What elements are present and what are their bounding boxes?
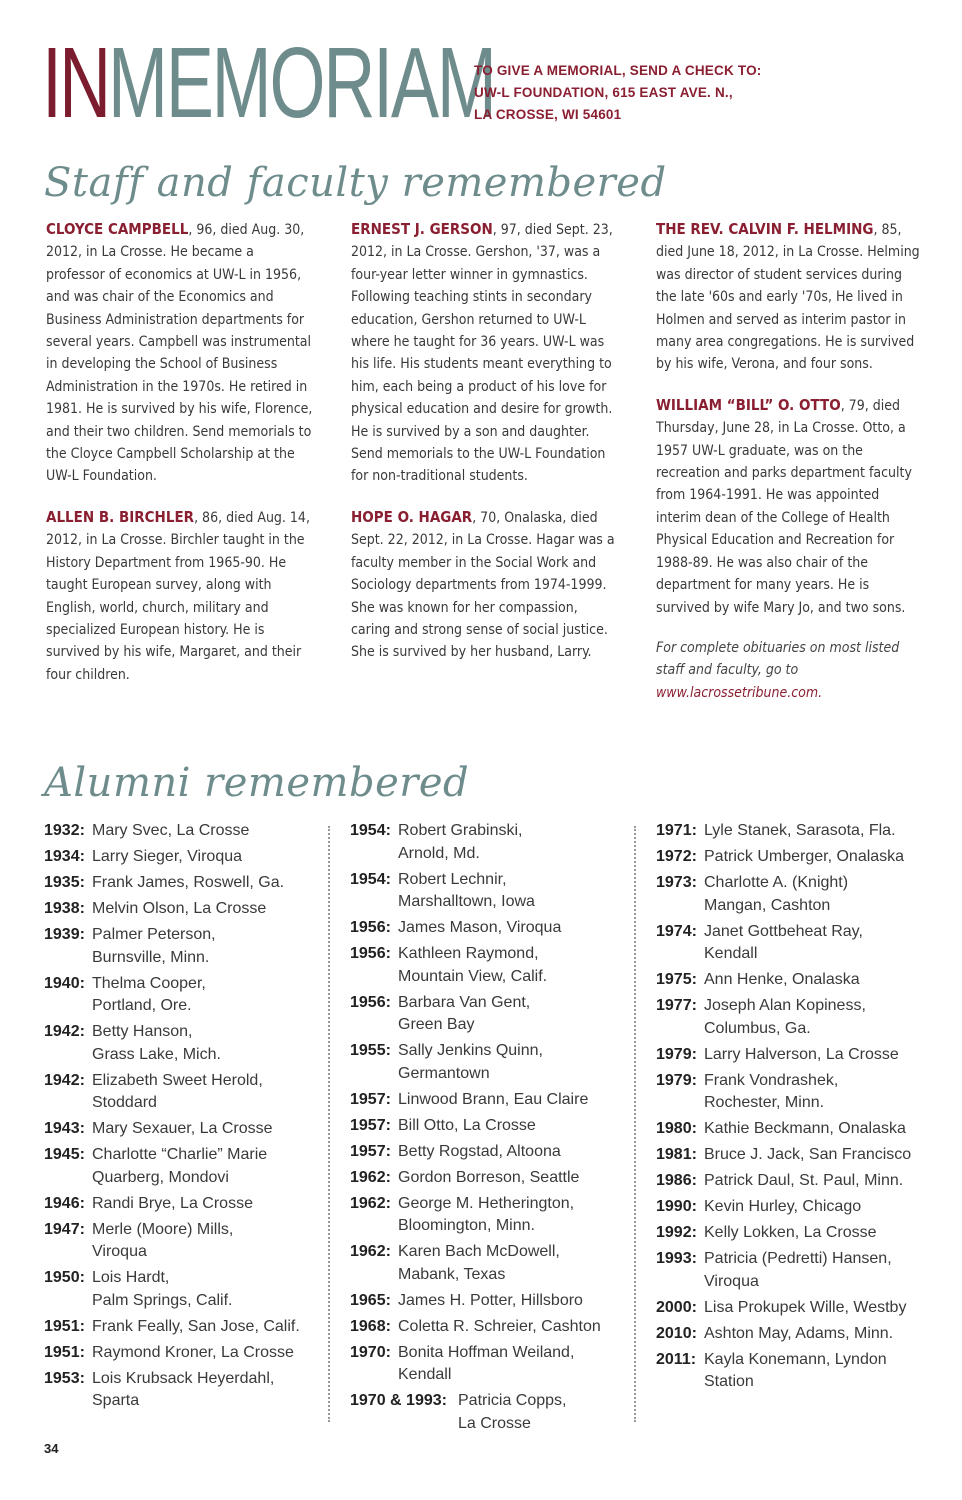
- alumni-entry: [350, 869, 630, 914]
- alumni-name-line: Viroqua: [704, 1272, 759, 1290]
- staff-name: THE REV. CALVIN F. HELMING: [656, 220, 874, 238]
- alumni-year: 1965:: [350, 1291, 391, 1309]
- alumni-name-line: Lois Krubsack Heyerdahl,: [92, 1369, 275, 1387]
- alumni-entry: [44, 1070, 314, 1115]
- alumni-year: 1939:: [44, 926, 85, 943]
- alumni-year: 1951:: [44, 1343, 85, 1361]
- alumni-name-line: Lois Hardt,: [92, 1269, 170, 1286]
- alumni-name-line: Mountain View, Calif.: [398, 967, 548, 985]
- alumni-name-line: Robert Lechnir,: [398, 870, 507, 888]
- obituary-link[interactable]: www.lacrossetribune.com.: [656, 684, 823, 701]
- alumni-name-line: George M. Hetherington,: [398, 1194, 575, 1212]
- alumni-entry: [350, 1167, 630, 1190]
- alumni-entry: [350, 943, 630, 988]
- alumni-entry: [350, 1040, 630, 1085]
- obituary-note: [656, 637, 924, 704]
- alumni-year: 1950:: [44, 1269, 85, 1286]
- alumni-name-line: Station: [704, 1373, 754, 1390]
- alumni-name-line: Sparta: [92, 1392, 140, 1409]
- alumni-year: 1981:: [656, 1146, 697, 1163]
- alumni-column-1: [44, 820, 314, 1416]
- alumni-year: 1940:: [44, 974, 85, 992]
- alumni-name-line: Germantown: [398, 1064, 490, 1082]
- alumni-column-3: [656, 820, 946, 1397]
- alumni-year: 1953:: [44, 1369, 85, 1387]
- alumni-year: 1979:: [656, 1071, 697, 1089]
- alumni-entry: [44, 1316, 314, 1339]
- alumni-name-line: Kathie Beckmann, Onalaska: [704, 1120, 906, 1137]
- alumni-name-line: Mary Sexauer, La Crosse: [92, 1120, 273, 1137]
- alumni-name-line: Patricia (Pedretti) Hansen,: [704, 1250, 892, 1267]
- alumni-entry: [656, 995, 946, 1040]
- alumni-year: 1968:: [350, 1317, 391, 1335]
- page-number: 34: [44, 1441, 59, 1456]
- alumni-entry: [656, 969, 946, 992]
- alumni-year: 1980:: [656, 1120, 697, 1137]
- alumni-name-line: Frank Vondrashek,: [704, 1071, 839, 1089]
- alumni-name-line: Betty Hanson,: [92, 1023, 193, 1040]
- alumni-name-line: Bloomington, Minn.: [398, 1217, 535, 1234]
- alumni-name-line: Bill Otto, La Crosse: [398, 1116, 536, 1134]
- alumni-name-line: Grass Lake, Mich.: [92, 1045, 221, 1063]
- alumni-name-line: Melvin Olson, La Crosse: [92, 900, 267, 917]
- alumni-entry: [44, 1368, 314, 1413]
- alumni-name-line: Charlotte “Charlie” Marie: [92, 1146, 268, 1163]
- alumni-entry: [350, 917, 630, 940]
- alumni-entry: [44, 872, 314, 895]
- staff-text: , 96, died Aug. 30, 2012, in La Crosse. He became a professor of economics at UW-L in 1956, and was chair of the Economics and Business Administration departments for several years. Campbell was instrumental in developing the School of Business Administration in the 1970s. He retired in 1981. He is survived by his wife, Florence, and their two children. Send memorials to the Cloyce Campbell Scholarship at the UW-L Foundation.: [46, 222, 313, 485]
- staff-name: WILLIAM “BILL” O. OTTO: [656, 395, 841, 414]
- title-in: IN: [42, 27, 109, 139]
- alumni-name-line: Kelly Lokken, La Crosse: [704, 1224, 877, 1241]
- alumni-entry: [656, 1170, 946, 1193]
- alumni-year: 1943:: [44, 1120, 85, 1137]
- alumni-name-line: Janet Gottbeheat Ray,: [704, 922, 863, 940]
- alumni-year: 1935:: [44, 874, 85, 891]
- alumni-year: 1942:: [44, 1023, 85, 1040]
- alumni-entry: [350, 1115, 630, 1138]
- alumni-name-line: Kevin Hurley, Chicago: [704, 1198, 862, 1215]
- alumni-entry: [44, 1342, 314, 1365]
- staff-column-3: [656, 218, 924, 722]
- alumni-entry: [44, 898, 314, 921]
- alumni-name-line: La Crosse: [458, 1414, 531, 1432]
- alumni-name-line: Kendall: [704, 945, 758, 962]
- alumni-name-line: Kayla Konemann, Lyndon: [704, 1350, 887, 1368]
- alumni-entry: [44, 1118, 314, 1141]
- alumni-name-line: Robert Grabinski,: [398, 822, 523, 839]
- title-memoriam: MEMORIAM: [108, 27, 495, 139]
- alumni-year: 1945:: [44, 1146, 85, 1163]
- obituary-note-text: For complete obituaries on most listed staff and faculty, go to: [656, 639, 900, 679]
- staff-name: CLOYCE CAMPBELL: [46, 220, 189, 238]
- alumni-year: 1986:: [656, 1172, 697, 1189]
- alumni-entry: [656, 1323, 946, 1346]
- alumni-year: 1977:: [656, 997, 697, 1014]
- alumni-entry: [44, 1193, 314, 1216]
- alumni-year: 1955:: [350, 1042, 391, 1059]
- alumni-name-line: Palm Springs, Calif.: [92, 1291, 233, 1309]
- alumni-name-line: Mary Svec, La Crosse: [92, 822, 250, 839]
- alumni-name-line: Mangan, Cashton: [704, 896, 831, 914]
- alumni-entry: [350, 1290, 630, 1313]
- alumni-entry: [656, 1044, 946, 1067]
- alumni-name-line: Palmer Peterson,: [92, 926, 216, 943]
- alumni-name-line: Barbara Van Gent,: [398, 993, 531, 1011]
- staff-entry: [656, 218, 924, 376]
- alumni-entry: [656, 1297, 946, 1320]
- alumni-entry: [350, 1316, 630, 1339]
- alumni-name-line: Larry Sieger, Viroqua: [92, 848, 243, 865]
- alumni-name-line: Larry Halverson, La Crosse: [704, 1045, 899, 1063]
- alumni-entry: [350, 1193, 630, 1238]
- alumni-name-line: Burnsville, Minn.: [92, 948, 210, 966]
- alumni-entry: [350, 1241, 630, 1286]
- alumni-name-line: Kathleen Raymond,: [398, 945, 539, 962]
- alumni-name-line: Bruce J. Jack, San Francisco: [704, 1146, 912, 1163]
- alumni-year: 1979:: [656, 1045, 697, 1063]
- alumni-name-line: Mabank, Texas: [398, 1265, 506, 1283]
- alumni-name-line: Frank James, Roswell, Ga.: [92, 874, 285, 891]
- alumni-year: 1971:: [656, 822, 697, 839]
- alumni-year: 1947:: [44, 1220, 85, 1238]
- staff-entry: [46, 218, 314, 488]
- alumni-year: 1974:: [656, 922, 697, 940]
- alumni-heading: Alumni remembered: [44, 760, 470, 806]
- alumni-year: 1938:: [44, 900, 85, 917]
- alumni-name-line: Raymond Kroner, La Crosse: [92, 1343, 294, 1361]
- staff-name: ERNEST J. GERSON: [351, 220, 493, 238]
- alumni-year: 1970 & 1993:: [350, 1392, 447, 1409]
- alumni-entry: [656, 1196, 946, 1219]
- alumni-name-line: Merle (Moore) Mills,: [92, 1220, 234, 1238]
- alumni-year: 2010:: [656, 1324, 697, 1342]
- alumni-name-line: Arnold, Md.: [398, 844, 480, 862]
- alumni-name-line: Karen Bach McDowell,: [398, 1243, 560, 1260]
- alumni-name-line: Bonita Hoffman Weiland,: [398, 1343, 575, 1361]
- alumni-name-line: Gordon Borreson, Seattle: [398, 1168, 580, 1186]
- staff-entry: [46, 506, 314, 686]
- staff-column-1: [46, 218, 314, 704]
- memorial-note-line: TO GIVE A MEMORIAL, SEND A CHECK TO:: [474, 63, 762, 78]
- alumni-entry: [350, 992, 630, 1037]
- alumni-entry: [44, 973, 314, 1018]
- alumni-year: 1973:: [656, 874, 697, 891]
- alumni-entry: [656, 1144, 946, 1167]
- alumni-year: 1957:: [350, 1142, 391, 1160]
- alumni-year: 1934:: [44, 848, 85, 865]
- alumni-name-line: Patricia Copps,: [458, 1392, 567, 1409]
- alumni-year: 1993:: [656, 1250, 697, 1267]
- alumni-name-line: Stoddard: [92, 1094, 157, 1111]
- alumni-year: 2000:: [656, 1298, 697, 1316]
- alumni-name-line: Charlotte A. (Knight): [704, 874, 849, 891]
- alumni-year: 1946:: [44, 1194, 85, 1212]
- alumni-name-line: Patrick Umberger, Onalaska: [704, 848, 905, 865]
- alumni-entry: [44, 1267, 314, 1312]
- column-divider: [634, 826, 636, 1422]
- memorial-note-line: LA CROSSE, WI 54601: [474, 107, 622, 122]
- alumni-name-line: Coletta R. Schreier, Cashton: [398, 1317, 601, 1335]
- alumni-entry: [656, 1349, 946, 1394]
- alumni-year: 1956:: [350, 919, 391, 936]
- alumni-name-line: Lyle Stanek, Sarasota, Fla.: [704, 822, 896, 839]
- alumni-entry: [656, 872, 946, 917]
- alumni-name-line: Sally Jenkins Quinn,: [398, 1042, 543, 1059]
- alumni-entry: [656, 1222, 946, 1245]
- staff-entry: [656, 394, 924, 619]
- alumni-name-line: Rochester, Minn.: [704, 1094, 825, 1111]
- alumni-name-line: Ann Henke, Onalaska: [704, 971, 860, 988]
- memorial-note-line: UW-L FOUNDATION, 615 EAST AVE. N.,: [474, 85, 733, 100]
- staff-name: ALLEN B. BIRCHLER: [46, 507, 195, 526]
- alumni-name-line: Green Bay: [398, 1016, 475, 1033]
- alumni-entry: [44, 1021, 314, 1066]
- alumni-year: 1954:: [350, 870, 391, 888]
- staff-entry: [351, 218, 619, 488]
- alumni-name-line: Randi Brye, La Crosse: [92, 1194, 253, 1212]
- alumni-entry: [656, 1118, 946, 1141]
- alumni-name-line: Thelma Cooper,: [92, 974, 206, 992]
- alumni-entry: [350, 820, 630, 865]
- alumni-entry: [656, 1248, 946, 1293]
- alumni-year: 1954:: [350, 822, 391, 839]
- alumni-entry: [44, 924, 314, 969]
- alumni-year: 1957:: [350, 1116, 391, 1134]
- memorial-note: [474, 60, 761, 126]
- alumni-entry: [44, 1144, 314, 1189]
- alumni-year: 2011:: [656, 1350, 697, 1368]
- alumni-year: 1956:: [350, 993, 391, 1011]
- staff-entry: [351, 506, 619, 664]
- staff-text: , 97, died Sept. 23, 2012, in La Crosse. Gershon, '37, was a four-year letter winner in gymnastics. Following teaching stints in secondary education, Gershon returned to UW-L where he taught for 36 years. UW-L was his life. His students meant everything to him, each being a product of his love for physical education and desire for growth. He is survived by a son and daughter. Send memorials to the UW-L Foundation for non-traditional students.: [351, 222, 613, 485]
- alumni-entry: [350, 1089, 630, 1112]
- alumni-entry: [656, 846, 946, 869]
- alumni-year: 1962:: [350, 1168, 391, 1186]
- alumni-entry: [44, 1219, 314, 1264]
- staff-heading: Staff and faculty remembered: [44, 160, 667, 206]
- alumni-name-line: Patrick Daul, St. Paul, Minn.: [704, 1172, 904, 1189]
- alumni-name-line: Marshalltown, Iowa: [398, 893, 535, 910]
- alumni-name-line: Elizabeth Sweet Herold,: [92, 1071, 263, 1089]
- staff-text: , 86, died Aug. 14, 2012, in La Crosse. Birchler taught in the History Department from 1965-90. He taught European survey, along with English, world, church, military and specialized European history. He is survived by his wife, Margaret, and their four children.: [46, 509, 310, 683]
- alumni-name-line: James H. Potter, Hillsboro: [398, 1291, 583, 1309]
- alumni-entry: [350, 1390, 630, 1435]
- staff-text: , 85, died June 18, 2012, in La Crosse. Helming was director of student services during the late '60s and early '70s, He lived in Holmen and served as interim pastor in many area congregations. He is survived by his wife, Verona, and four sons.: [656, 222, 920, 373]
- alumni-name-line: Lisa Prokupek Wille, Westby: [704, 1298, 907, 1316]
- alumni-year: 1951:: [44, 1317, 85, 1335]
- alumni-year: 1970:: [350, 1343, 391, 1361]
- alumni-name-line: Frank Feally, San Jose, Calif.: [92, 1317, 300, 1335]
- alumni-entry: [350, 1342, 630, 1387]
- alumni-year: 1972:: [656, 848, 697, 865]
- alumni-name-line: James Mason, Viroqua: [398, 919, 562, 936]
- masthead: [42, 27, 495, 139]
- alumni-year: 1932:: [44, 822, 85, 839]
- alumni-name-line: Portland, Ore.: [92, 997, 192, 1014]
- alumni-name-line: Viroqua: [92, 1243, 147, 1260]
- staff-column-2: [351, 218, 619, 682]
- alumni-name-line: Betty Rogstad, Altoona: [398, 1142, 561, 1160]
- alumni-name-line: Joseph Alan Kopiness,: [704, 997, 866, 1014]
- alumni-name-line: Columbus, Ga.: [704, 1019, 811, 1037]
- alumni-year: 1992:: [656, 1224, 697, 1241]
- alumni-name-line: Kendall: [398, 1366, 452, 1383]
- staff-text: , 79, died Thursday, June 28, in La Crosse. Otto, a 1957 UW-L graduate, was on the recreation and parks department faculty from 1964-1991. He was appointed interim dean of the College of Health Physical Education and Recreation for 1988-89. He was also chair of the department for many years. He is survived by wife Mary Jo, and two sons.: [656, 397, 912, 616]
- alumni-entry: [656, 921, 946, 966]
- alumni-entry: [656, 1070, 946, 1115]
- alumni-year: 1990:: [656, 1198, 697, 1215]
- alumni-column-2: [350, 820, 630, 1439]
- alumni-year: 1962:: [350, 1194, 391, 1212]
- alumni-entry: [656, 820, 946, 843]
- alumni-year: 1956:: [350, 945, 391, 962]
- staff-text: , 70, Onalaska, died Sept. 22, 2012, in La Crosse. Hagar was a faculty member in the Social Work and Sociology departments from 1974-1999. She was known for her compassion, caring and strong sense of social justice. She is survived by her husband, Larry.: [351, 509, 615, 661]
- alumni-entry: [350, 1141, 630, 1164]
- alumni-year: 1957:: [350, 1090, 391, 1108]
- alumni-entry: [44, 846, 314, 869]
- column-divider: [328, 826, 330, 1422]
- alumni-year: 1962:: [350, 1243, 391, 1260]
- alumni-name-line: Quarberg, Mondovi: [92, 1168, 229, 1186]
- alumni-year: 1975:: [656, 971, 697, 988]
- alumni-entry: [44, 820, 314, 843]
- alumni-name-line: Linwood Brann, Eau Claire: [398, 1090, 589, 1108]
- alumni-name-line: Ashton May, Adams, Minn.: [704, 1324, 894, 1342]
- staff-name: HOPE O. HAGAR: [351, 507, 473, 526]
- alumni-year: 1942:: [44, 1071, 85, 1089]
